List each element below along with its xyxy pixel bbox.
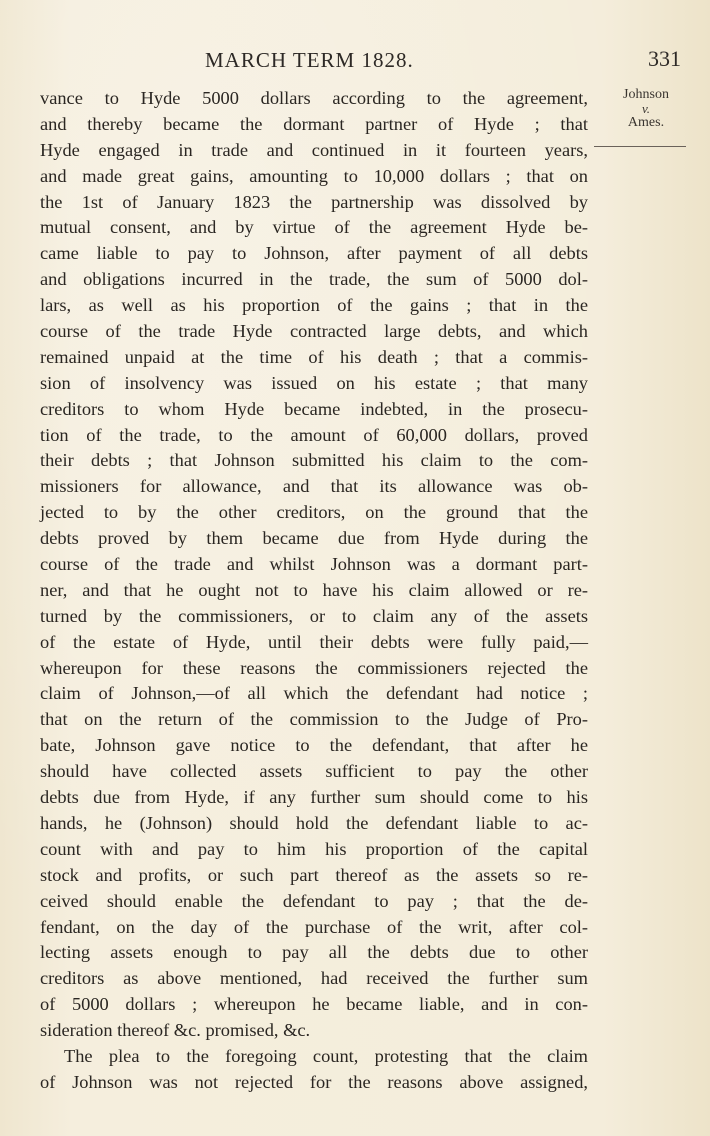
text-line: and obligations incurred in the trade, the sum of 5000 dol- [40,269,588,290]
text-line: the 1st of January 1823 the partnership was dissolved by [40,191,588,212]
margin-note-plaintiff: Johnson [623,87,669,102]
text-line: Hyde engaged in trade and continued in it fourteen years, [40,139,588,160]
text-line: mutual consent, and by virtue of the agreement Hyde be- [40,217,588,238]
text-line: claim of Johnson,—of all which the defendant had notice ; [40,683,588,704]
page-number: 331 [648,46,681,71]
text-line: course of the trade and whilst Johnson was a dormant part- [40,554,588,575]
text-line: creditors to whom Hyde became indebted, in the prosecu- [40,398,588,419]
text-line: sion of insolvency was issued on his estate ; that many [40,372,588,393]
text-line: of Johnson was not rejected for the reasons above assigned, [40,1071,588,1092]
text-line: turned by the commissioners, or to claim any of the assets [40,605,588,626]
text-line: The plea to the foregoing count, protesting that the claim [64,1045,588,1066]
text-line: hands, he (Johnson) should hold the defendant liable to ac- [40,812,588,833]
text-line: lars, as well as his proportion of the gains ; that in the [40,295,588,316]
text-line: and thereby became the dormant partner of Hyde ; that [40,113,588,134]
text-line: sideration thereof &c. promised, &c. [40,1020,311,1041]
text-line: missioners for allowance, and that its allowance was ob- [40,476,588,497]
text-line: debts due from Hyde, if any further sum should come to his [40,787,588,808]
text-line: should have collected assets sufficient to pay the other [40,761,588,782]
margin-note-defendant: Ames. [627,115,665,130]
text-line: debts proved by them became due from Hyde during the [40,528,588,549]
text-line: bate, Johnson gave notice to the defendant, that after he [40,735,588,756]
margin-rule [594,146,686,147]
text-line: fendant, on the day of the purchase of the writ, after col- [40,916,588,937]
text-line: ceived should enable the defendant to pay ; that the de- [40,890,588,911]
text-line: stock and profits, or such part thereof as the assets so re- [40,864,588,885]
text-line: their debts ; that Johnson submitted his claim to the com- [40,450,588,471]
page-header [0,44,710,74]
text-line: jected to by the other creditors, on the ground that the [40,502,588,523]
text-line: that on the return of the commission to the Judge of Pro- [40,709,588,730]
text-line: tion of the trade, to the amount of 60,000 dollars, proved [40,424,588,445]
margin-note-versus: v. [641,101,651,116]
text-line: came liable to pay to Johnson, after payment of all debts [40,243,588,264]
text-line: lecting assets enough to pay all the debts due to other [40,942,588,963]
text-line: creditors as above mentioned, had received the further sum [40,968,588,989]
text-line: whereupon for these reasons the commissioners rejected the [40,657,588,678]
text-line: course of the trade Hyde contracted large debts, and which [40,321,588,342]
running-head: MARCH TERM 1828. [205,48,414,72]
text-line: vance to Hyde 5000 dollars according to the agreement, [40,88,588,108]
text-line: of 5000 dollars ; whereupon he became liable, and in con- [40,994,588,1015]
case-margin-note [600,86,692,131]
text-line: of the estate of Hyde, until their debts were fully paid,— [40,631,588,652]
text-line: count with and pay to him his proportion of the capital [40,838,588,859]
text-line: remained unpaid at the time of his death ; that a commis- [40,346,588,367]
text-line: ner, and that he ought not to have his claim allowed or re- [40,579,588,600]
body-text [40,86,588,1096]
text-line: and made great gains, amounting to 10,000 dollars ; that on [40,165,588,186]
